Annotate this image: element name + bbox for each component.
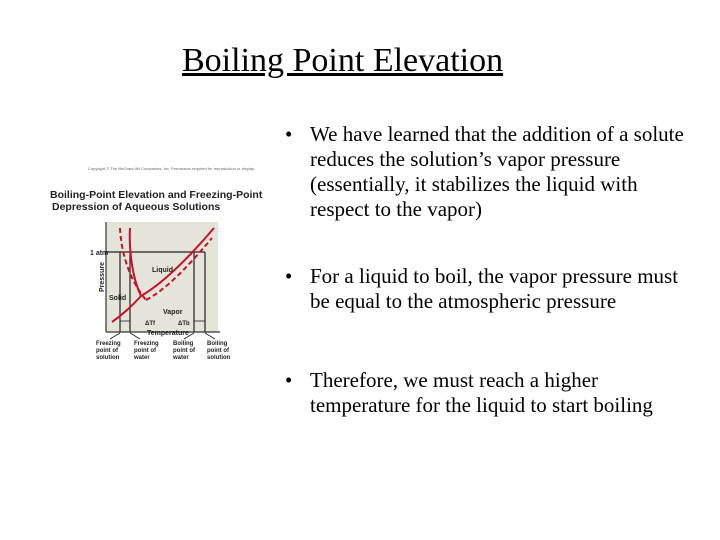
solid-region-label: Solid: [109, 295, 127, 302]
slide-title: Boiling Point Elevation: [182, 42, 504, 79]
vapor-region-label: Vapor: [163, 309, 183, 316]
svg-text:Freezing: Freezing: [96, 341, 121, 347]
phase-diagram-panel: [106, 222, 218, 332]
bottom-label-boiling-water: [172, 341, 196, 361]
bottom-label-freezing-water: [133, 341, 159, 361]
svg-text:point of: point of: [96, 348, 118, 354]
svg-text:solution: solution: [96, 355, 120, 361]
x-axis-label: Temperature: [147, 330, 189, 337]
svg-text:point of: point of: [173, 348, 195, 354]
bottom-label-freezing-solution: [96, 341, 121, 361]
svg-text:Boiling: Boiling: [207, 341, 228, 347]
bottom-label-boiling-solution: [207, 341, 231, 361]
bullet-text: We have learned that the addition of a solute reduces the solution’s vapor pressure (essentially, it stabilizes the liquid with respect to the vapor): [310, 122, 684, 221]
delta-tb-label: ΔTb: [178, 321, 190, 327]
figure-title-line-1: Boiling-Point Elevation and Freezing-Point: [50, 189, 263, 201]
svg-text:point of: point of: [134, 348, 156, 354]
bullet-glyph: •: [285, 122, 293, 146]
svg-text:solution: solution: [207, 355, 231, 361]
y-axis-label: Pressure: [99, 262, 106, 292]
bullet-glyph: •: [285, 264, 293, 288]
bullet-text: For a liquid to boil, the vapor pressure must be equal to the atmospheric pressure: [310, 264, 679, 313]
svg-text:water: water: [134, 355, 150, 361]
one-atm-label: 1 atm: [90, 250, 109, 257]
arrow-freezing-water: [130, 333, 140, 339]
arrow-boiling-solution: [205, 333, 215, 339]
delta-tf-label: ΔTf: [145, 321, 155, 327]
bullet-text: Therefore, we must reach a higher temperature for the liquid to start boiling: [310, 368, 653, 417]
svg-text:Boiling: Boiling: [173, 341, 194, 347]
liquid-region-label: Liquid: [152, 267, 173, 274]
svg-text:point of: point of: [207, 348, 229, 354]
svg-text:water: water: [173, 355, 189, 361]
bullet-glyph: •: [285, 368, 293, 392]
figure-title-line-2: Depression of Aqueous Solutions: [52, 201, 221, 213]
svg-text:Freezing: Freezing: [134, 341, 159, 347]
arrow-freezing-solution: [110, 333, 120, 339]
figure-copyright: Copyright © The McGraw-Hill Companies, Inc. Permission required for reproduction or display.: [88, 166, 255, 171]
